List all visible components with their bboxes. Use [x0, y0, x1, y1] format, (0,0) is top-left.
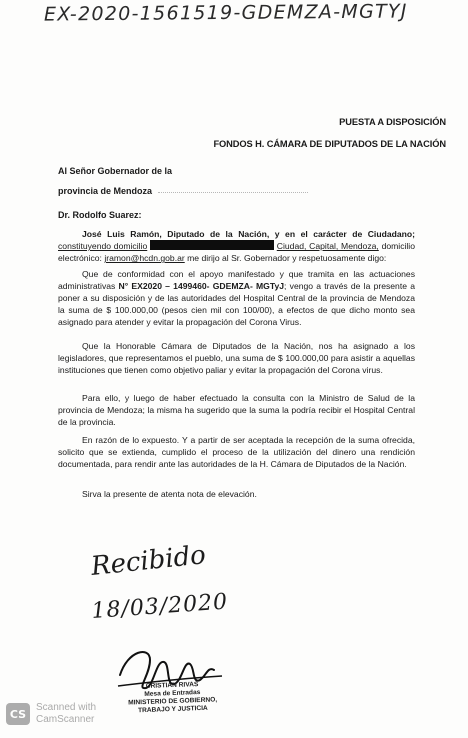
handwritten-recibido: Recibido	[89, 540, 208, 582]
email-address: jramon@hcdn.gob.ar	[104, 253, 185, 264]
domicile-label: constituyendo domicilio	[58, 241, 148, 252]
electronic-domicile-label: domicilio electrónico:	[58, 241, 415, 264]
paragraph-razon: En razón de lo expuesto. Y a partir de ser aceptada la recepción de la suma ofrecida, solicito que se extienda, cumplido el proceso de la utilización del dinero una rendición documentada, para rendir ante las autoridades de la H. Cámara de Diputados de la Nación.	[58, 435, 415, 470]
paragraph2-part1: Que de conformidad con el apoyo manifestado y que tramita en las actuaciones administrativas	[58, 269, 415, 292]
camscanner-watermark	[6, 702, 96, 726]
paragraph-closing: Sirva la presente de atenta nota de elevación.	[82, 489, 257, 499]
stamp-name: CRISTIAN RIVAS	[145, 681, 199, 690]
sender-identity: José Luis Ramón, Diputado de la Nación, y en el carácter de Ciudadano;	[82, 229, 415, 239]
watermark-line-1: Scanned with	[36, 702, 97, 713]
watermark-line-2: CamScanner	[36, 714, 95, 725]
address-recipient: Dr. Rodolfo Suarez:	[58, 210, 142, 220]
handwritten-reference-number: EX-2020-1561519-GDEMZA-MGTYJ	[43, 0, 408, 26]
title-fondos-camara: FONDOS H. CÁMARA DE DIPUTADOS DE LA NACIÓN	[213, 139, 446, 149]
stamp-ministry-cont: TRABAJO Y JUSTICIA	[137, 704, 208, 715]
camscanner-logo-icon: CS	[6, 703, 30, 725]
stamp-office: Mesa de Entradas	[144, 689, 201, 698]
title-puesta-a-disposicion: PUESTA A DISPOSICIÓN	[339, 117, 446, 127]
domicile-city: Ciudad, Capital, Mendoza,	[276, 241, 379, 252]
address-line-1: Al Señor Gobernador de la	[58, 166, 173, 176]
intro-closing: me dirijo al Sr. Gobernador y respetuosamente digo:	[187, 253, 387, 264]
handwritten-date: 18/03/2020	[90, 589, 229, 624]
paragraph2-part2: ; vengo a través de la presente a poner a su disposición y de las autoridades del Hospital Central de la provincia de Mendoza la suma de $ 100.000,00 (pesos cien mil con 100/00), a efectos de que dicho monto sea asignado para atender y evitar la propagación del Corona Virus.	[58, 281, 416, 328]
paragraph-consulta: Para ello, y luego de haber efectuado la consulta con la Ministro de Salud de la provincia de Mendoza; la misma ha sugerido que la suma la podría recibir el Hospital Central de la provincia.	[58, 393, 415, 428]
paragraph-honorable-camara: Que la Honorable Cámara de Diputados de la Nación, nos ha asignado a los legisladores, que representamos el pueblo, una suma de $ 100.000,00 para asistir a aquellas instituciones que tienen como objetivo paliar y evitar la propagación del Corona virus.	[58, 341, 415, 376]
expediente-number: N° EX2020 – 1499460- GDEMZA- MGTyJ	[118, 281, 285, 292]
stamp-ministry: MINISTERIO DE GOBIERNO,	[128, 696, 218, 707]
reception-stamp	[127, 680, 217, 715]
address-province: provincia de Mendoza	[58, 186, 153, 196]
